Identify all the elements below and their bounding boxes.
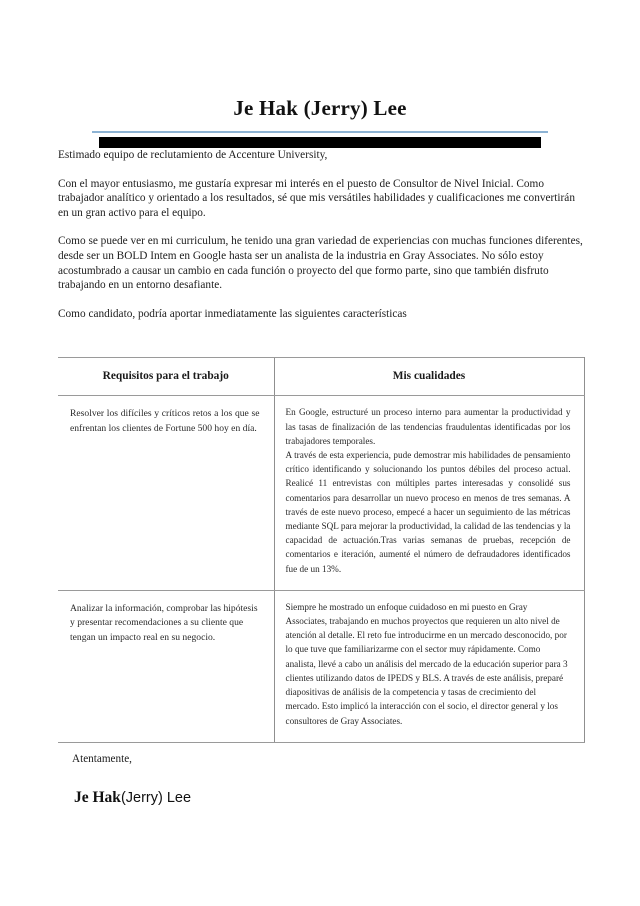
quality-cell	[274, 590, 584, 742]
quality-cell	[274, 396, 584, 590]
letter-body	[0, 148, 640, 807]
quality-paragraph: A través de esta experiencia, pude demostrar mis habilidades de pensamiento crítico identificando y solucionando los puntos débiles del proceso actual. Realicé 11 entrevistas con múltiples partes interesadas y consolidé sus comentarios para desarrollar un nuevo proceso en menos de tres semanas. A través de este nuevo proceso, empecé a hacer un seguimiento de las métricas mediante SQL para mejorar la productividad, la calidad de las tendencias y la capacidad de actuación.Tras varias semanas de pruebas, recepción de comentarios e iteración, aumenté el número de defraudadores identificados fue de un 13%.	[285, 450, 571, 574]
intro-paragraph: Con el mayor entusiasmo, me gustaría expresar mi interés en el puesto de Consultor de Nivel Inicial. Como trabajador analítico y orientado a los resultados, sé que mis versátiles habilidades y cualificaciones me convertirán en un gran activo para el equipo.	[58, 177, 575, 219]
table-row	[58, 396, 584, 590]
requirement-cell: Analizar la información, comprobar las hipótesis y presentar recomendaciones a su cliente que tengan un impacto real en su negocio.	[58, 590, 274, 742]
candidate-paragraph: Como candidato, podría aportar inmediatamente las siguientes características	[58, 307, 407, 320]
header-black-bar	[99, 137, 541, 148]
table-row	[58, 590, 584, 742]
salutation-text: Estimado equipo de reclutamiento de Accenture University,	[58, 149, 328, 162]
header-accent-rule	[92, 131, 548, 133]
table-header-row	[58, 358, 584, 396]
requirements-qualities-table	[58, 357, 585, 742]
signature-name-bold: Je Hak	[74, 788, 121, 806]
signature-name-rest: (Jerry) Lee	[120, 789, 192, 806]
table-header-requirements: Requisitos para el trabajo	[58, 358, 274, 396]
closing-text: Atentamente,	[72, 752, 132, 765]
signature	[58, 789, 584, 807]
table-header-qualities: Mis cualidades	[274, 358, 584, 396]
experience-paragraph: Como se puede ver en mi curriculum, he tenido una gran variedad de experiencias con muchas funciones diferentes, desde ser un BOLD Intem en Google hasta ser un analista de la industria en Gray Associates. No sólo estoy acostumbrado a causar un cambio en cada función o proyecto del que formo parte, sino que también disfruto trabajando en un entorno desafiante.	[58, 235, 583, 292]
quality-paragraph: En Google, estructuré un proceso interno para aumentar la productividad y las tasas de finalización de las tendencias fraudulentas identificadas por los trabajadores temporales.	[285, 407, 571, 446]
requirement-cell: Resolver los difíciles y críticos retos a los que se enfrentan los clientes de Fortune 500 hoy en día.	[58, 396, 274, 590]
page-title: Je Hak (Jerry) Lee	[233, 96, 407, 120]
quality-paragraph: Siempre he mostrado un enfoque cuidadoso en mi puesto en Gray Associates, trabajando en muchos proyectos que requieren un alto nivel de atención al detalle. El reto fue introducirme en un mercado desconocido, por lo que tuve que familiarizarme con el sector muy rápidamente. Como analista, llevé a cabo un análisis del mercado de la educación superior para 3 clientes utilizando datos de IPEDS y BLS. A través de este análisis, preparé diapositivas de análisis de la competencia y tasas de crecimiento del mercado. Esto implicó la interacción con el socio, el director general y los consultores de Gray Associates.	[285, 601, 568, 726]
